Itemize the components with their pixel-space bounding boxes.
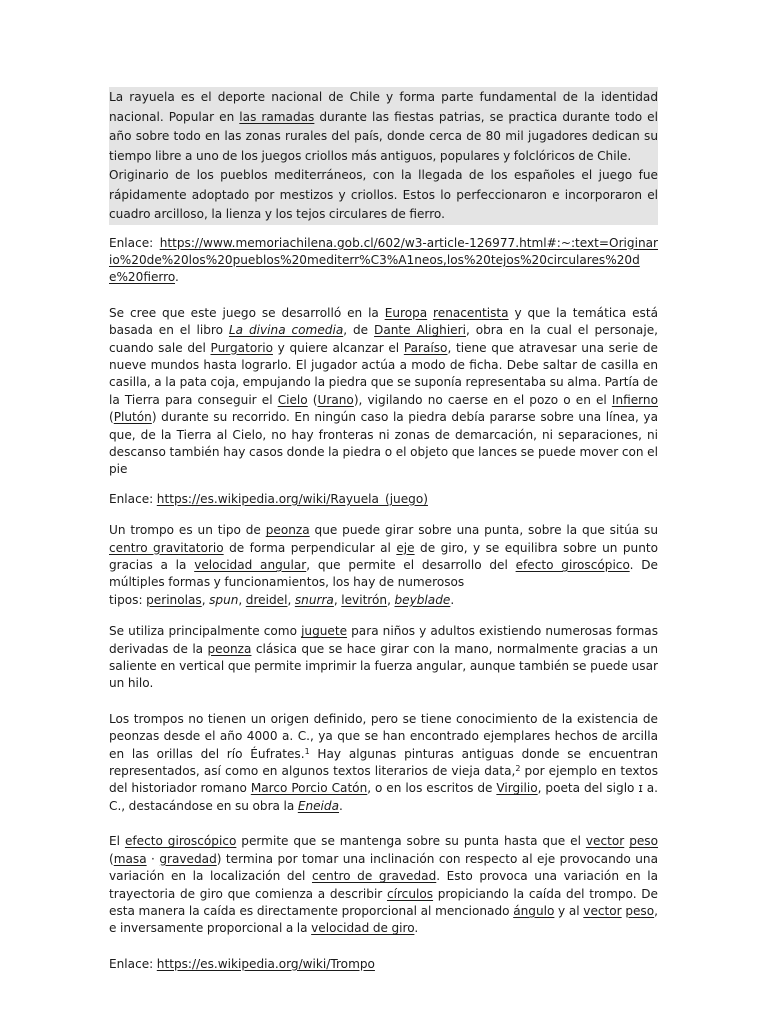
- link-circulos[interactable]: círculos: [386, 886, 434, 901]
- link-centro-gravitatorio[interactable]: centro gravitatorio: [109, 540, 224, 555]
- link-wikipedia-trompo[interactable]: https://es.wikipedia.org/wiki/Trompo: [156, 956, 375, 971]
- link-velocidad-angular[interactable]: velocidad angular: [194, 558, 307, 572]
- link-cielo[interactable]: Cielo: [277, 392, 308, 407]
- paragraph-enlace-3: Enlace: https://es.wikipedia.org/wiki/Trompo: [109, 956, 375, 971]
- link-eje[interactable]: eje: [396, 540, 415, 555]
- link-infierno[interactable]: Infierno: [611, 392, 658, 407]
- paragraph-trompo-origen: Los trompos no tienen un origen definido, pero se tiene conocimiento de la existencia de peonzas desde el año 4000 a. C., ya que se han encontrado ejemplares hechos de arcilla en las orillas del río Éufrates.$^1$ Hay algunas pinturas antiguas donde se encuentran representados, así como en algunos textos literarios de vieja data,$^2$ por ejemplo en textos del historiador romano Marco Porcio Catón, o en los escritos de Virgilio, poeta del siglo ɪ a. C., destacándose en su obra la Eneida.: [109, 711, 659, 813]
- link-angulo[interactable]: ángulo: [513, 903, 555, 918]
- link-urano[interactable]: Urano: [317, 392, 354, 407]
- paragraph-enlace-2: Enlace: https://es.wikipedia.org/wiki/Rayuela_(juego): [109, 491, 428, 506]
- link-masa[interactable]: masa: [113, 851, 147, 866]
- paragraph-divina-comedia: Se cree que este juego se desarrolló en la Europa renacentista y que la temática está basada en el libro La divina comedia, de Dante Alighieri, obra en la cual el personaje, cuando sale del Purgatorio y quiere alcanzar el Paraíso, tiene que atravesar una serie de nueve mundos hasta lograrlo. El jugador actúa a modo de ficha. Debe saltar de casilla en casilla, a la pata coja, empujando la piedra que se suponía representaba su alma. Partía de la Tierra para conseguir el Cielo (Urano), vigilando no caerse en el pozo o en el Infierno (Plutón) durante su recorrido. En ningún caso la piedra debía pararse sobre una línea, ya que, de la Tierra al Cielo, no hay fronteras ni zonas de demarcación, ni separaciones, ni descanso también hay casos donde la piedra o el objeto que lances se puede mover con el pie: [109, 305, 658, 477]
- link-wikipedia-rayuela[interactable]: https://es.wikipedia.org/wiki/Rayuela_(juego): [156, 491, 428, 506]
- link-peonza-2[interactable]: peonza: [207, 641, 252, 656]
- paragraph-trompo-uso: Se utiliza principalmente como juguete para niños y adultos existiendo numerosas formas derivadas de la peonza clásica que se hace girar con la mano, normalmente gracias a un saliente en vertical que permite imprimir la fuerza angular, aunque también se puede usar un hilo.: [109, 624, 658, 691]
- link-eneida[interactable]: Eneida: [297, 798, 340, 813]
- paragraph-efecto-giroscopico: El efecto giroscópico permite que se mantenga sobre su punta hasta que el vector peso (masa · gravedad) termina por tomar una inclinación con respecto al eje provocando una variación en la localización del centro de gravedad. Esto provoca una variación en la trayectoria de giro que comienza a describir círculos propiciando la caída del trompo. De esta manera la caída es directamente proporcional al mencionado ángulo y al vector peso, e inversamente proporcional a la velocidad de giro.: [109, 834, 659, 936]
- link-efecto-giroscopico[interactable]: efecto giroscópico: [515, 558, 630, 572]
- link-paraiso[interactable]: Paraíso: [403, 340, 448, 355]
- link-velocidad-de-giro[interactable]: velocidad de giro: [311, 921, 415, 936]
- link-dante-alighieri[interactable]: Dante Alighieri: [374, 323, 466, 338]
- link-virgilio[interactable]: Virgilio: [496, 781, 538, 796]
- link-renacentista[interactable]: renacentista: [433, 305, 509, 320]
- highlighted-block: [109, 87, 658, 225]
- link-peso[interactable]: peso: [629, 834, 659, 849]
- link-levitron[interactable]: levitrón: [341, 592, 388, 607]
- link-las-ramadas[interactable]: las ramadas: [239, 109, 315, 124]
- link-memoriachilena[interactable]: https://www.memoriachilena.gob.cl/602/w3-article-126977.html#:~:text=Originario%20de%20los%20pueblos%20mediterr%C3%A1neos,los%20tejos%20circulares%20de%20fierro: [109, 235, 658, 285]
- link-la-divina-comedia[interactable]: La divina comedia: [228, 323, 344, 338]
- link-efecto-giroscopico-2[interactable]: efecto giroscópico: [124, 834, 237, 849]
- link-dreidel[interactable]: dreidel: [245, 592, 288, 607]
- link-snurra[interactable]: snurra: [294, 592, 334, 607]
- link-peonza[interactable]: peonza: [265, 523, 310, 538]
- document-page: [109, 87, 658, 973]
- paragraph-rayuela-intro: La rayuela es el deporte nacional de Chile y forma parte fundamental de la identidad nacional. Popular en las ramadas durante las fiestas patrias, se practica durante todo el año sobre todo en las zonas rurales del país, donde cerca de 80 mil jugadores dedican su tiempo libre a uno de los juegos criollos más antiguos, populares y folclóricos de Chile.: [109, 90, 658, 163]
- footnote-2[interactable]: 2: [515, 764, 521, 774]
- link-vector[interactable]: vector: [585, 834, 625, 849]
- link-vector-2[interactable]: vector: [583, 903, 622, 918]
- link-beyblade[interactable]: beyblade: [394, 592, 451, 607]
- link-pluton[interactable]: Plutón: [113, 410, 152, 425]
- link-peso-2[interactable]: peso: [625, 903, 655, 918]
- link-perinolas[interactable]: perinolas: [146, 592, 202, 607]
- paragraph-enlace-1: Enlace: https://www.memoriachilena.gob.cl/602/w3-article-126977.html#:~:text=Originario%20de%20los%20pueblos%20mediterr%C3%A1neos,los%20tejos%20circulares%20de%20fierro.: [109, 235, 658, 285]
- footnote-1[interactable]: 1: [304, 746, 310, 756]
- paragraph-trompo-definicion: Un trompo es un tipo de peonza que puede girar sobre una punta, sobre la que sitúa su centro gravitatorio de forma perpendicular al eje de giro, y se equilibra sobre un punto gracias a la velocidad angular, que permite el desarrollo del efecto giroscópico. De múltiples formas y funcionamientos, los hay de numerosos tipos: perinolas, spun, dreidel, snurra, levitrón, beyblade.: [109, 523, 659, 607]
- link-marco-porcio-caton[interactable]: Marco Porcio Catón: [250, 781, 368, 796]
- link-juguete[interactable]: juguete: [301, 624, 348, 639]
- paragraph-rayuela-origin: Originario de los pueblos mediterráneos, con la llegada de los españoles el juego fue rápidamente adoptado por mestizos y criollos. Estos lo perfeccionaron e incorporaron el cuadro arcilloso, la lienza y los tejos circulares de fierro.: [109, 168, 658, 221]
- link-europa[interactable]: Europa: [384, 305, 428, 320]
- link-centro-de-gravedad[interactable]: centro de gravedad: [311, 869, 437, 884]
- link-gravedad[interactable]: gravedad: [159, 851, 217, 866]
- link-purgatorio[interactable]: Purgatorio: [210, 340, 273, 355]
